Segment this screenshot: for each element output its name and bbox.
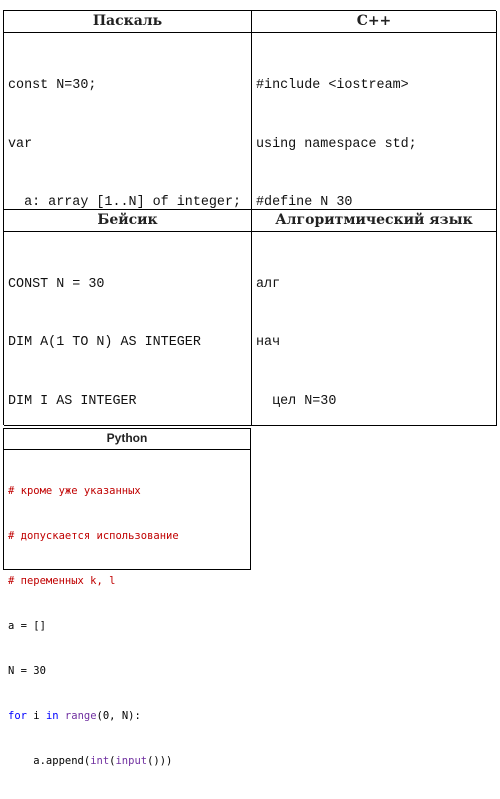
pascal-cell <box>4 33 252 210</box>
basic-code <box>4 232 251 426</box>
pascal-code <box>4 33 251 210</box>
cpp-cell <box>252 33 497 210</box>
code-line: #include <iostream> <box>256 78 409 93</box>
cpp-code <box>252 33 496 210</box>
python-code <box>4 450 250 799</box>
code-line: нач <box>256 335 281 351</box>
python-comment: # переменных k, l <box>8 575 116 587</box>
code-line: a = [] <box>8 620 46 632</box>
algo-header: Алгоритмический язык <box>252 210 497 232</box>
builtin-range: range <box>64 710 97 722</box>
code-line: var <box>8 136 33 152</box>
python-comment: # допускается использование <box>8 530 179 542</box>
builtin-int: int <box>90 755 110 767</box>
code-line <box>8 709 250 724</box>
code-line: DIM A(1 TO N) AS INTEGER <box>8 335 201 351</box>
cpp-header: C++ <box>252 11 497 33</box>
code-line: DIM I AS INTEGER <box>8 393 137 409</box>
code-line: N = 30 <box>8 665 46 677</box>
keyword-for: for <box>8 710 27 722</box>
basic-header: Бейсик <box>4 210 252 232</box>
algo-code <box>252 232 496 426</box>
loop-variable: i <box>26 710 46 722</box>
pascal-header: Паскаль <box>4 11 252 33</box>
algo-cell <box>252 232 497 426</box>
code-table <box>3 10 496 425</box>
closing-parens: ())) <box>147 755 173 767</box>
paren: ( <box>109 755 116 767</box>
python-box <box>3 428 251 767</box>
code-line: цел N=30 <box>256 393 337 409</box>
code-line <box>8 754 250 769</box>
builtin-input: input <box>115 755 148 767</box>
append-call: a.append( <box>8 755 91 767</box>
code-line: алг <box>256 277 281 292</box>
code-line: const N=30; <box>8 78 97 93</box>
basic-cell <box>4 232 252 426</box>
range-args: (0, N): <box>96 710 141 722</box>
keyword-in: in <box>45 710 59 722</box>
code-line: using namespace std; <box>256 136 417 152</box>
python-comment: # кроме уже указанных <box>8 485 141 497</box>
code-line: #define N 30 <box>256 195 353 210</box>
code-line: CONST N = 30 <box>8 277 105 292</box>
python-header: Python <box>4 429 250 450</box>
code-line: a: array [1..N] of integer; <box>8 195 242 210</box>
